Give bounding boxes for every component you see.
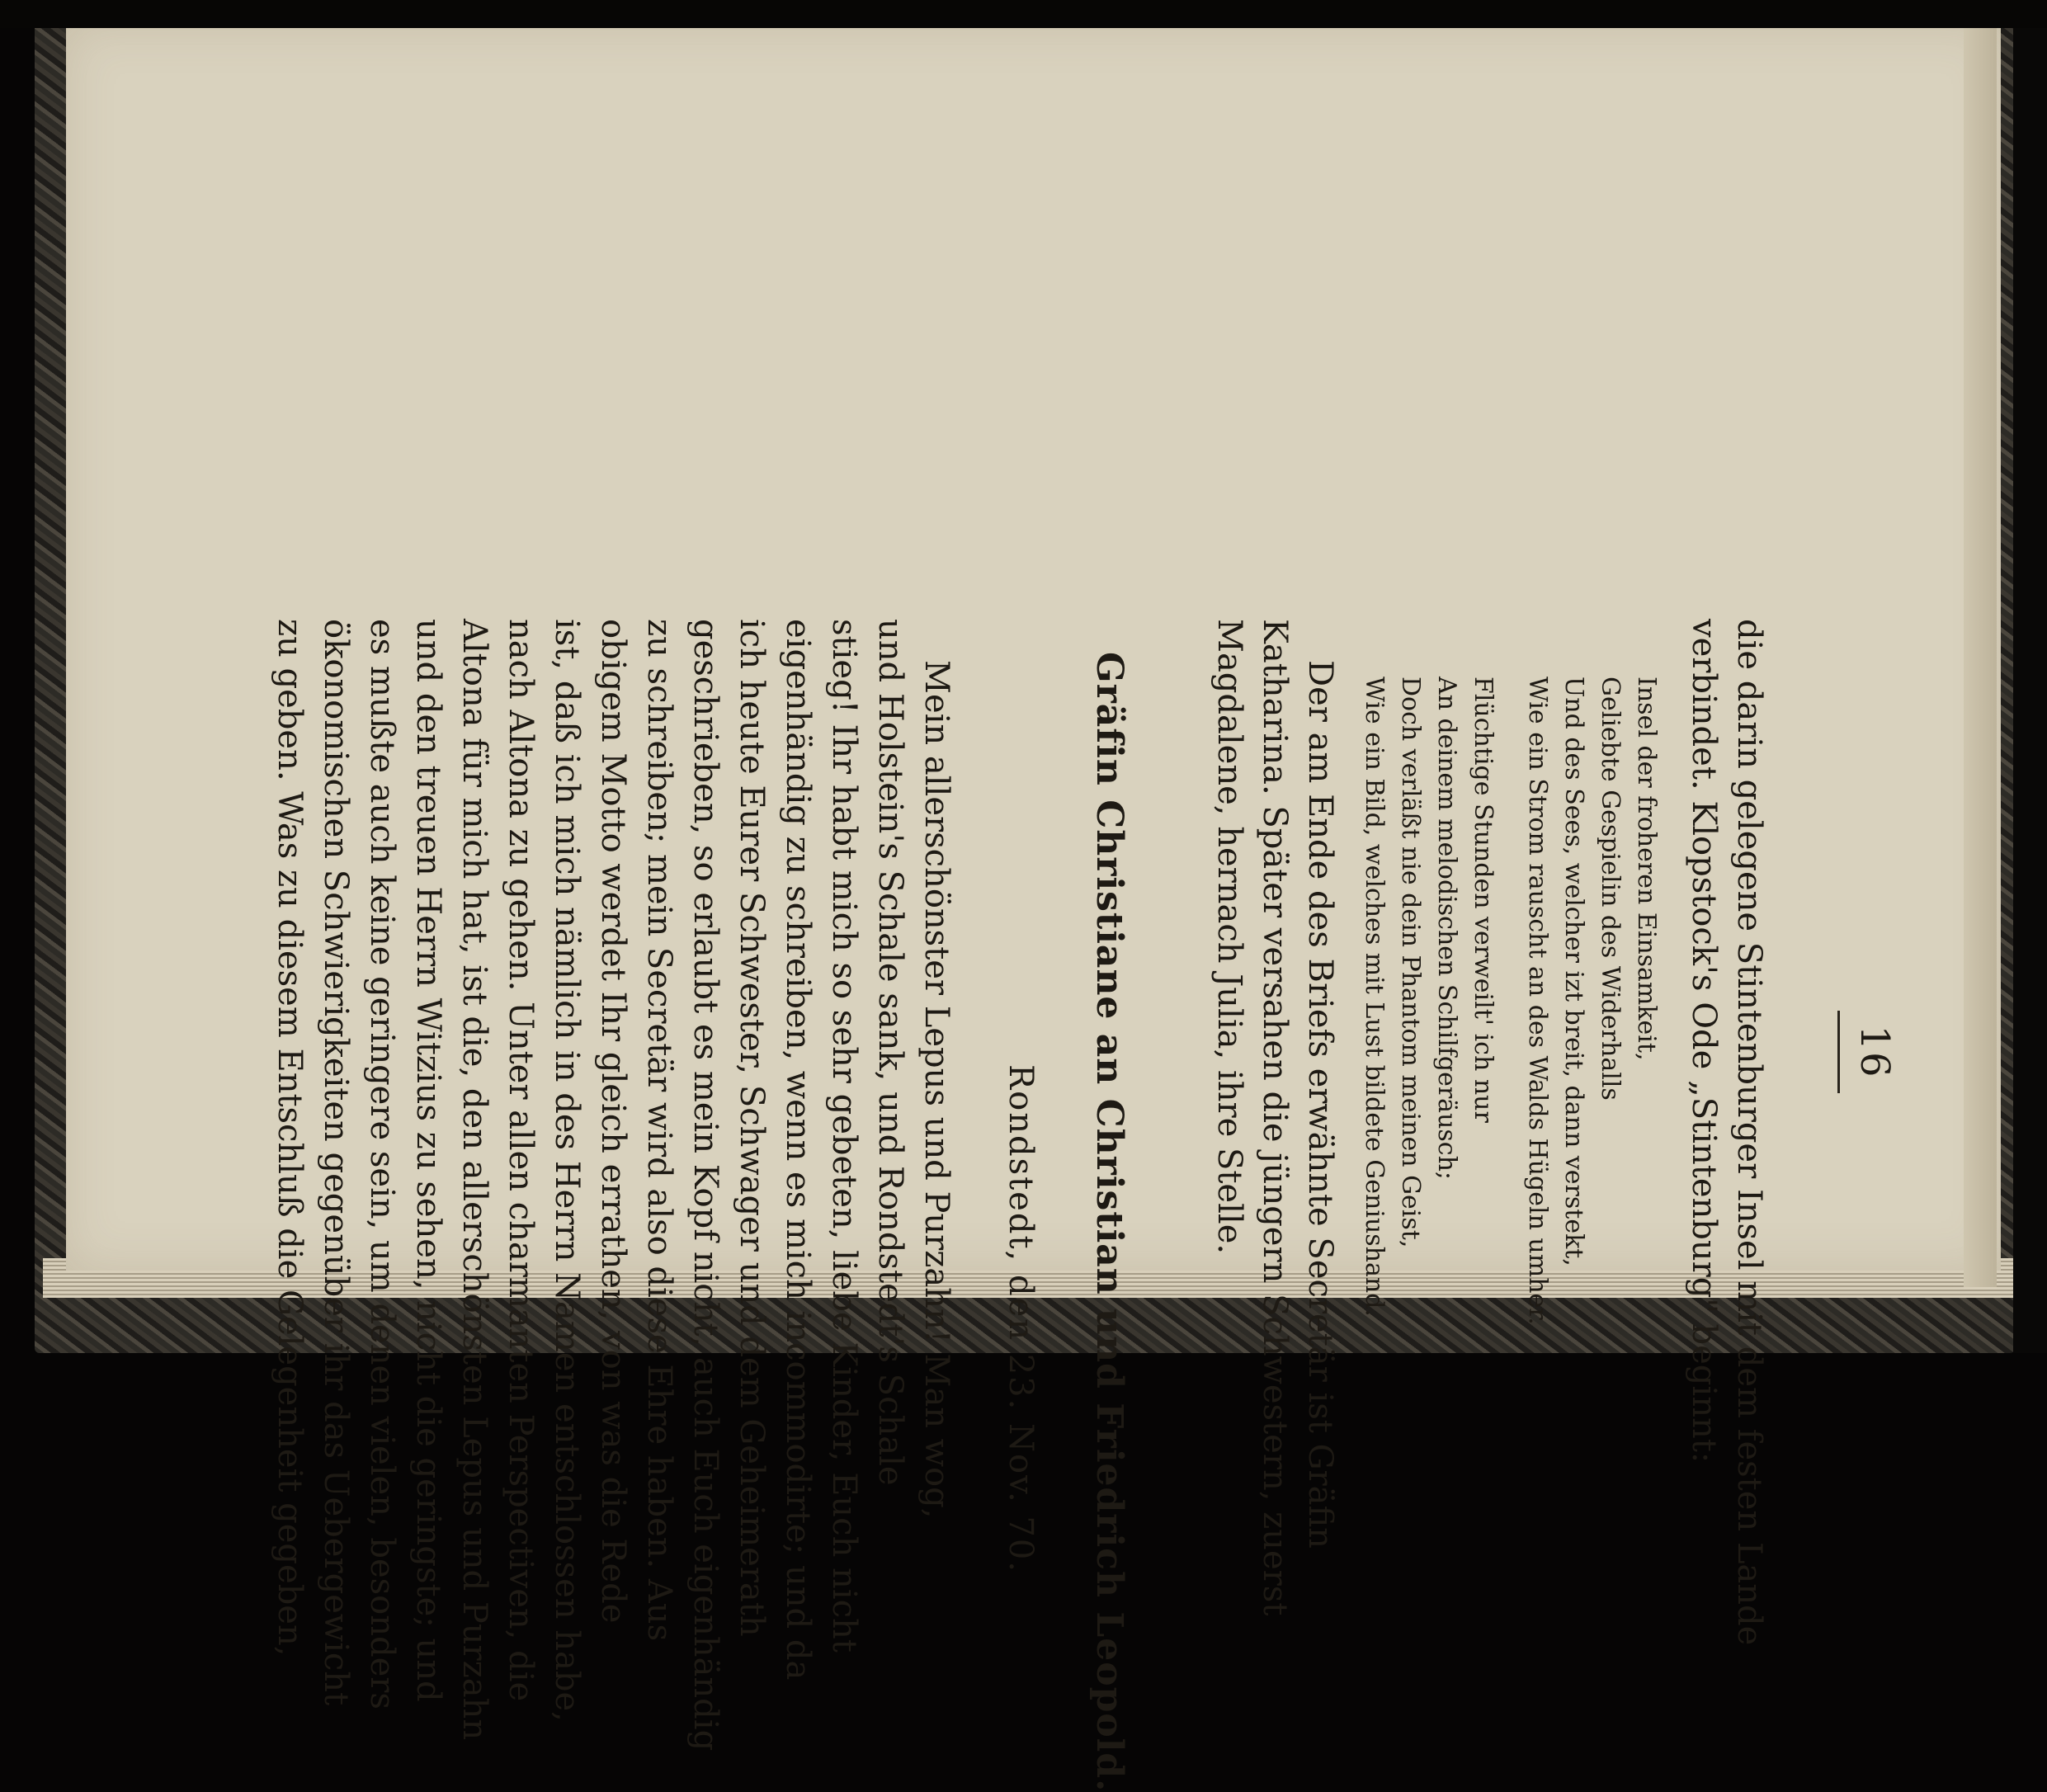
letter-line: ich heute Eurer Schwester, Schwager und dem Geheimerath [733, 619, 771, 1637]
verse-line: Wie ein Bild, welches mit Lust bildete Geniushand. [1360, 677, 1389, 1317]
letter-line: Altona für mich hat, ist die, den allerschönsten Lepus und Purzahn [455, 619, 493, 1741]
letter-dateline: Rondstedt, den 23. Nov. 70. [1002, 1064, 1040, 1574]
letter-line: ist, daß ich mich nämlich in des Herrn Namen entschlossen habe, [548, 619, 586, 1722]
page-content [25, 586, 1988, 1792]
letter-line: zu schreiben; mein Secretär wird also diese Ehre haben. Aus [640, 619, 678, 1642]
verse-line: Insel der froheren Einsamkeit, [1632, 677, 1661, 1061]
letter-line: nach Altona zu gehen. Unter allen charmanten Perspectiven, die [502, 619, 540, 1702]
letter-line: geschrieben, so erlaubt es mein Kopf nicht, auch Euch eigenhändig [686, 619, 724, 1752]
page-number: 16 [1851, 1025, 1898, 1079]
letter-line: eigenhändig zu schreiben, wenn es mich incommodirte; und da [779, 619, 817, 1681]
letter-line: zu geben. Was zu diesem Entschluß die Gelegenheit gegeben, [271, 619, 309, 1657]
letter-line: Mein allerschönster Lepus und Purzahn! Man wog, [917, 660, 955, 1519]
letter-line: stieg! Ihr habt mich so sehr gebeten, liebe Kinder, Euch nicht [825, 619, 863, 1653]
letter-line: und Holstein's Schale sank, und Rondstedt's Schale [871, 619, 909, 1486]
paragraph-line: Katharina. Später versahen die jüngern Schwestern, zuerst [1256, 619, 1294, 1616]
verse-line: Doch verläßt nie dein Phantom meinen Geist, [1396, 677, 1425, 1248]
background [2013, 0, 2047, 1353]
letter-line: und den treuen Herrn Witzius zu sehen, nicht die geringste; und [409, 619, 447, 1702]
page-number-rule [1837, 1011, 1840, 1093]
verse-line: An deinem melodischen Schilfgeräusch; [1432, 677, 1461, 1181]
verse-line: Geliebte Gespielin des Widerhalls [1596, 677, 1625, 1101]
opening-line: verbindet. Klopstock's Ode „Stintenburg" beginnt: [1685, 619, 1723, 1464]
letter-line: ökonomischen Schwierigkeiten gegenüber ihr das Uebergewicht [317, 619, 355, 1706]
verse-line: Flüchtige Stunden verweilt' ich nur [1469, 677, 1498, 1123]
letter-line: es mußte auch keine geringere sein, um denen vielen, besonders [363, 619, 401, 1709]
verse-line: Wie ein Strom rauscht an des Walds Hügeln umher. [1523, 677, 1552, 1325]
verse-line: Und des Sees, welcher izt breit, dann verstekt, [1559, 677, 1588, 1266]
opening-line: die darin gelegene Stintenburger Insel mit dem festen Lande [1730, 619, 1768, 1646]
top-border [0, 0, 2047, 28]
letter-line: obigem Motto werdet Ihr gleich errathen, von was die Rede [594, 619, 632, 1624]
paragraph-line: Magdalene, hernach Julia, ihre Stelle. [1210, 619, 1248, 1255]
letter-heading: Gräfin Christiane an Christian und Friedrich Leopold. [1088, 652, 1130, 1792]
paragraph-line: Der am Ende des Briefs erwähnte Secretär ist Gräfin [1301, 660, 1339, 1549]
